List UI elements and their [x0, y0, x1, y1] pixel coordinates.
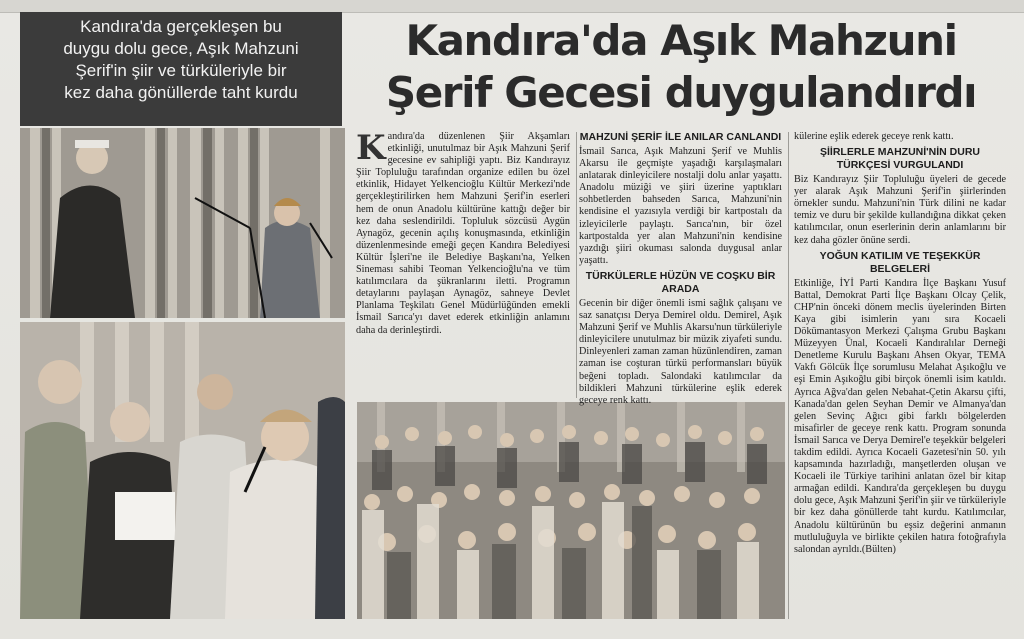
- award-ceremony-photo: [20, 322, 345, 619]
- article-column-1: [356, 128, 570, 399]
- article-column-2: [579, 131, 782, 406]
- kicker-line: Şerif'in şiir ve türküleriyle bir: [75, 61, 287, 80]
- stage-singer-photo: [20, 128, 345, 318]
- article-body-text: İsmail Sarıca, Aşık Mahzuni Şerif ve Muhlis Akarsu ile geçmişte yaşadığı karşılaşmaları anlatarak dinleyicilere nostalji dolu anlar yaşattı. Anadolu müziği ve şiiri üzerine yaptıkları sohbetlerden bahseden Sarıca, Mahzuni'nin kendisine el yazısıyla verdiği bir kartpostalı da izleyicilerle paylaştı. Sarıca'nın, bir özel kartpostalda yer alan Mahzuni'nin kendisine yazdığı şiiri okuması salonda duygusal anlar yaşattı.: [579, 146, 782, 266]
- award-photo-image: [20, 322, 345, 619]
- headline: [356, 16, 1006, 120]
- article-column-3: [794, 131, 1006, 631]
- headline-line-2: Şerif Gecesi duygulandırdı: [385, 68, 977, 117]
- kicker-line: duygu dolu gece, Aşık Mahzuni: [63, 39, 299, 58]
- article-body-text: Etkinliğe, İYİ Parti Kandıra İlçe Başkanı Yusuf Battal, Demokrat Parti İlçe Başkanı Olcay Çelik, CHP'nin önceki dönem meclis üyelerinden Birten Kaya gibi isimlerin yanı sıra Kocaeli Dökümantasyon Merkezi Çalışma Grubu Başkanı Müzeyyen Ünal, Kocaeli Kandıralılar Derneği Denetleme Kurulu Başkanı Ahsen Okyar, TEMA Vakfı Gölcük İlçe sorumlusu Melahat Aşıkoğlu ve eşi Emin Aşıkoğlu gibi birçok önemli isim katıldı. Ayrıca Ağva'dan gelen Nebahat-Çetin Akarsu çifti, Kanada'dan gelen Seyhan Demir ve Almanya'dan gelen Sevinç Ağıcı gibi farklı bölgelerden misafirler de geceye renk kattı. Program sonunda İsmail Sarıca ve Derya Demirel'e teşekkür belgeleri takdim edildi. Ayrıca Kocaeli Gazetesi'nin 50. yılı kapsamında hazırladığı, manşetlerden oluşan ve Kocaeli ile Türkiye tarihini anlatan özel bir kitap armağan edildi. Kandıra'da gerçekleşen bu duygu dolu gece, Aşık Mahzuni Şerif'in şiir ve türküleriyle bir kez daha gönüllerde taht kurdu. Katılımcılar, Anadolu kültürünün bu eşsiz değerini anmanın mutluluğuyla ve birlikte çekilen hatıra fotoğrafıyla salondan ayrıldı.(Bülten): [794, 277, 1006, 555]
- column-rule: [576, 132, 577, 398]
- section-heading: ŞİİRLERLE MAHZUNİ'NİN DURU TÜRKÇESİ VURGULANDI: [820, 146, 980, 172]
- article-body-text: külerine eşlik ederek geceye renk kattı.: [794, 131, 954, 142]
- group-photo-image: [357, 402, 785, 619]
- article-body-text: Biz Kandırayız Şiir Topluluğu üyeleri de gecede yer alarak Aşık Mahzuni Şerif'in şiirlerinden örnekler sundu. Mahzuni'nin Türk dilini ne kadar temiz ve duru bir şekilde kullandığına dikkat çeken katılımcılar, onun eserlerinin derin anlamlarını bir kez daha gözler önüne serdi.: [794, 174, 1006, 246]
- kicker-box: [20, 12, 342, 126]
- stage-photo-image: [20, 128, 345, 318]
- article-body-text: Gecenin bir diğer önemli ismi sağlık çalışanı ve saz sanatçısı Derya Demirel oldu. Demirel, Aşık Mahzuni Şerif ve Muhlis Akarsu'nun türküleriyle dinleyicilere unutulmaz bir müzik ziyafeti sundu. Dinleyenleri zaman zaman hüzünlendiren, zaman zaman ise coşturan türkü performansları büyük beğeni topladı. Salondaki katılımcılar da bildikleri Mahzuni türkülerine eşlik ederek geceye renk kattı.: [579, 297, 782, 406]
- article-body-text: andıra'da düzenlenen Şiir Akşamları etkinliği, unutulmaz bir Aşık Mahzuni Şerif gecesine ev sahipliği yaptı. Biz Kandırayız Şiir Topluluğu tarafından organize edilen bu özel etkinlik, Hidayet Yelkencioğlu Kültür Merkezi'nde gerçekleştirilirken hem Mahzuni Şerif'in eserleri hem de onun Anadolu kültürüne kattığı değer bir kez daha seslendirildi. Topluluk sözcüsü Aygün Aynagöz, gecenin açılış konuşmasında, etkinliğin düzenlenmesinde emeği geçen Kandıra Belediyesi Kültür İşleri'ne ile Belediye Başkanı'na, Yelken Sineması sahibi Teoman Yelkencioğlu'na ve tüm katılımcılara da şükranlarını iletti. Programın detaylarını paylaşan Aynagöz, sahneye Devlet Planlama Teşkilatı Genel Müdürlüğünden emekli İsmail Sarıca'yı davet ederek etkinliğin anlamını daha da derinleştirdi.: [356, 131, 570, 336]
- section-heading: MAHZUNİ ŞERİF İLE ANILAR CANLANDI: [579, 131, 782, 143]
- column-rule: [788, 132, 789, 619]
- headline-line-1: Kandıra'da Aşık Mahzuni: [405, 16, 957, 65]
- kicker-line: kez daha gönüllerde taht kurdu: [64, 83, 298, 102]
- kicker-line: Kandıra'da gerçekleşen bu: [80, 17, 282, 36]
- drop-cap: K: [356, 128, 386, 168]
- section-heading: TÜRKÜLERLE HÜZÜN VE COŞKU BİR ARADA: [585, 269, 776, 295]
- section-heading: YOĞUN KATILIM VE TEŞEKKÜR BELGELERİ: [819, 249, 981, 275]
- audience-group-photo: [357, 402, 785, 619]
